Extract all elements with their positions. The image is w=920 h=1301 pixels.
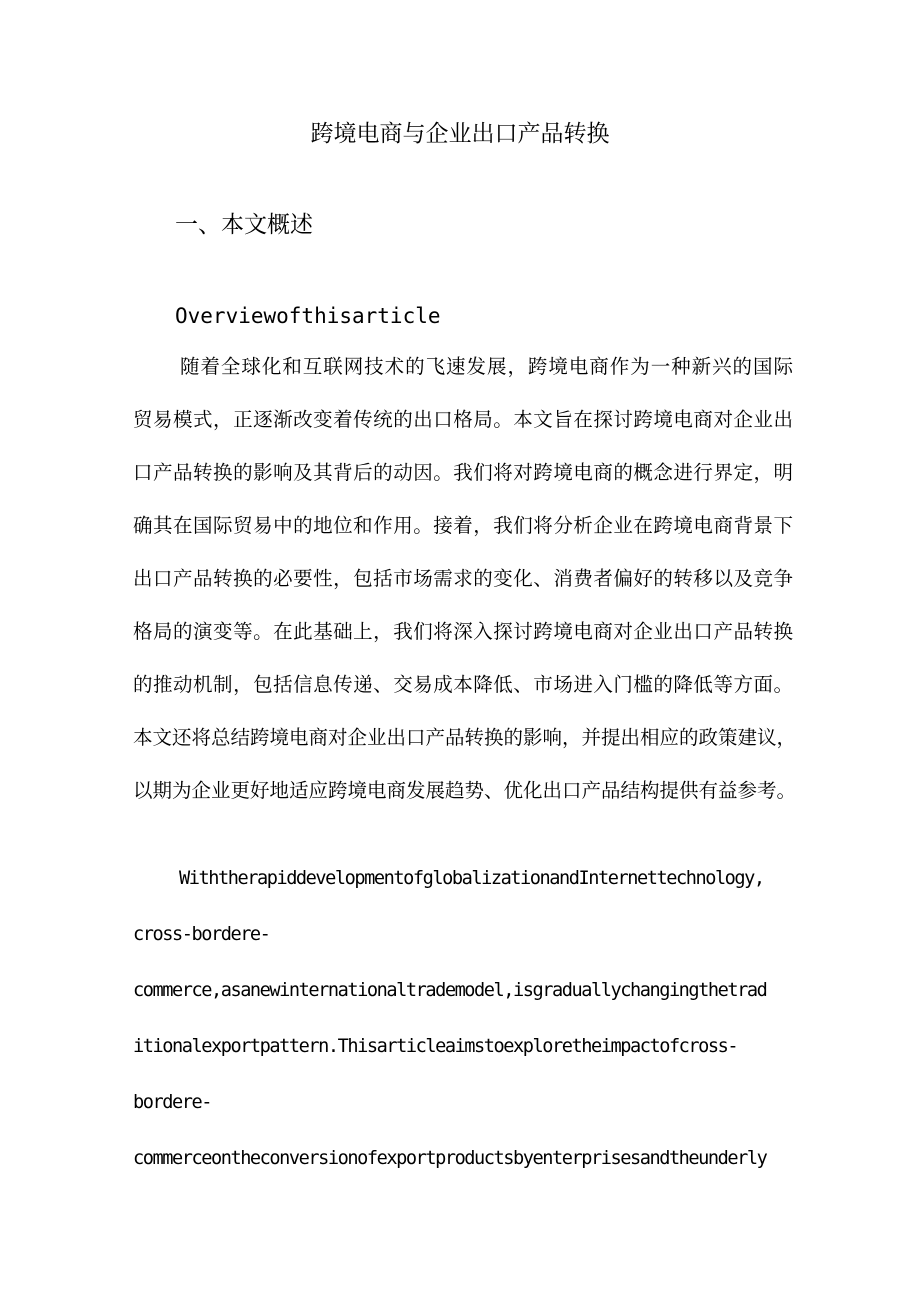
document-title: 跨境电商与企业出口产品转换 xyxy=(310,121,610,147)
paragraph-line: commerceontheconversionofexportproductsbyenterprisesandtheunderly xyxy=(133,1148,767,1169)
paragraph-line: 的推动机制，包括信息传递、交易成本降低、市场进入门槛的降低等方面。 xyxy=(133,673,793,696)
paragraph-line: 以期为企业更好地适应跨境电商发展趋势、优化出口产品结构提供有益参考。 xyxy=(133,779,797,802)
paragraph-line: 贸易模式，正逐渐改变着传统的出口格局。本文旨在探讨跨境电商对企业出 xyxy=(133,408,793,431)
chinese-paragraph xyxy=(133,350,797,827)
paragraph-line: WiththerapiddevelopmentofglobalizationandInternettechnology, xyxy=(179,868,764,889)
paragraph-line: 口产品转换的影响及其背后的动因。我们将对跨境电商的概念进行界定，明 xyxy=(133,461,793,484)
paragraph-line: 随着全球化和互联网技术的飞速发展，跨境电商作为一种新兴的国际 xyxy=(180,355,793,378)
section-heading: 一、本文概述 xyxy=(175,212,313,238)
paragraph-line: itionalexportpattern.Thisarticleaimstoexploretheimpactofcross- xyxy=(133,1036,738,1057)
paragraph-line: commerce,asanewinternationaltrademodel,isgraduallychangingthetrad xyxy=(133,980,767,1001)
english-section-heading: Overviewofthisarticle xyxy=(175,304,441,328)
paragraph-line: 格局的演变等。在此基础上，我们将深入探讨跨境电商对企业出口产品转换 xyxy=(133,620,793,643)
paragraph-line: cross-bordere- xyxy=(133,924,270,945)
english-paragraph xyxy=(133,862,793,1198)
paragraph-line: 出口产品转换的必要性，包括市场需求的变化、消费者偏好的转移以及竞争 xyxy=(133,567,793,590)
paragraph-line: 本文还将总结跨境电商对企业出口产品转换的影响，并提出相应的政策建议， xyxy=(133,726,797,749)
paragraph-line: 确其在国际贸易中的地位和作用。接着，我们将分析企业在跨境电商背景下 xyxy=(133,514,793,537)
paragraph-line: bordere- xyxy=(133,1092,211,1113)
